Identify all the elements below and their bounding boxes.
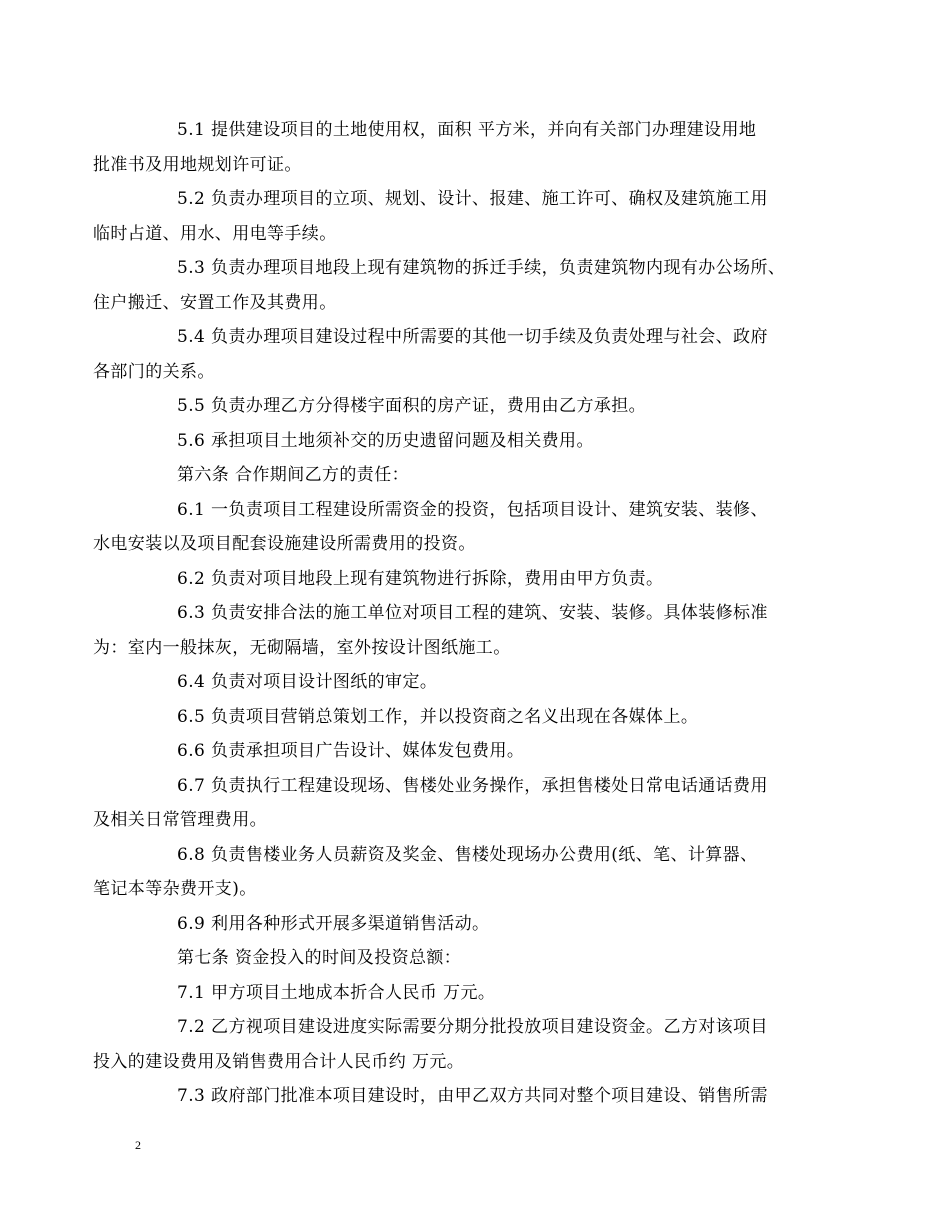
paragraph-line: 及相关日常管理费用。 xyxy=(93,810,267,830)
paragraph-line: 5.2 负责办理项目的立项、规划、设计、报建、施工许可、确权及建筑施工用 xyxy=(177,189,768,209)
paragraph-line: 批准书及用地规划许可证。 xyxy=(93,154,302,175)
paragraph xyxy=(135,458,825,493)
paragraph xyxy=(135,665,825,700)
paragraph-line: 6.4 负责对项目设计图纸的审定。 xyxy=(177,672,438,692)
page-number: 2 xyxy=(135,1138,141,1152)
paragraph xyxy=(135,734,825,769)
paragraph-line: 7.3 政府部门批准本项目建设时，由甲乙双方共同对整个项目建设、销售所需 xyxy=(177,1086,768,1106)
paragraph-line: 5.4 负责办理项目建设过程中所需要的其他一切手续及负责处理与社会、政府 xyxy=(177,327,768,347)
paragraph xyxy=(135,562,825,597)
paragraph xyxy=(135,976,825,1011)
paragraph xyxy=(135,1079,825,1114)
paragraph-line: 5.5 负责办理乙方分得楼宇面积的房产证，费用由乙方承担。 xyxy=(177,396,647,416)
paragraph-line: 6.3 负责安排合法的施工单位对项目工程的建筑、安装、装修。具体装修标准 xyxy=(177,603,768,623)
paragraph-line: 6.1 一负责项目工程建设所需资金的投资，包括项目设计、建筑安装、装修、 xyxy=(177,499,768,520)
paragraph xyxy=(135,907,825,942)
paragraph-line: 第六条 合作期间乙方的责任： xyxy=(177,465,410,485)
paragraph-line: 为：室内一般抹灰，无砌隔墙，室外按设计图纸施工。 xyxy=(93,637,511,658)
paragraph xyxy=(93,1010,825,1079)
paragraph-line: 住户搬迁、安置工作及其费用。 xyxy=(93,292,337,313)
paragraph-line: 各部门的关系。 xyxy=(93,361,215,382)
paragraph-line: 6.7 负责执行工程建设现场、售楼处业务操作，承担售楼处日常电话通话费用 xyxy=(177,775,768,796)
paragraph xyxy=(93,838,825,907)
paragraph-line: 6.2 负责对项目地段上现有建筑物进行拆除，费用由甲方负责。 xyxy=(177,568,664,589)
paragraph xyxy=(135,941,825,976)
document-body xyxy=(93,113,825,1114)
paragraph-line: 笔记本等杂费开支)。 xyxy=(93,879,257,899)
paragraph xyxy=(135,389,825,424)
paragraph-line: 6.9 利用各种形式开展多渠道销售活动。 xyxy=(177,913,490,934)
paragraph-line: 6.5 负责项目营销总策划工作，并以投资商之名义出现在各媒体上。 xyxy=(177,706,699,727)
paragraph-line: 6.8 负责售楼业务人员薪资及奖金、售楼处现场办公费用(纸、笔、计算器、 xyxy=(177,844,758,865)
paragraph-line: 5.6 承担项目土地须补交的历史遗留问题及相关费用。 xyxy=(177,430,594,451)
paragraph-line: 临时占道、用水、用电等手续。 xyxy=(93,223,337,244)
paragraph-line: 7.2 乙方视项目建设进度实际需要分期分批投放项目建设资金。乙方对该项目 xyxy=(177,1017,768,1037)
paragraph-line: 第七条 资金投入的时间及投资总额： xyxy=(177,948,462,968)
paragraph xyxy=(93,320,825,389)
paragraph-line: 7.1 甲方项目土地成本折合人民币 万元。 xyxy=(177,982,496,1003)
paragraph-line: 6.6 负责承担项目广告设计、媒体发包费用。 xyxy=(177,741,525,761)
paragraph xyxy=(93,113,825,182)
paragraph xyxy=(93,596,825,665)
paragraph-line: 投入的建设费用及销售费用合计人民币约 万元。 xyxy=(93,1051,465,1072)
paragraph xyxy=(93,251,825,320)
paragraph-line: 5.3 负责办理项目地段上现有建筑物的拆迁手续，负责建筑物内现有办公场所、 xyxy=(177,258,786,278)
paragraph xyxy=(93,769,825,838)
paragraph xyxy=(135,424,825,459)
paragraph xyxy=(135,700,825,735)
paragraph-line: 水电安装以及项目配套设施建设所需费用的投资。 xyxy=(93,534,476,554)
paragraph xyxy=(93,182,825,251)
paragraph-line: 5.1 提供建设项目的土地使用权，面积 平方米，并向有关部门办理建设用地 xyxy=(177,120,757,140)
paragraph xyxy=(93,493,825,562)
